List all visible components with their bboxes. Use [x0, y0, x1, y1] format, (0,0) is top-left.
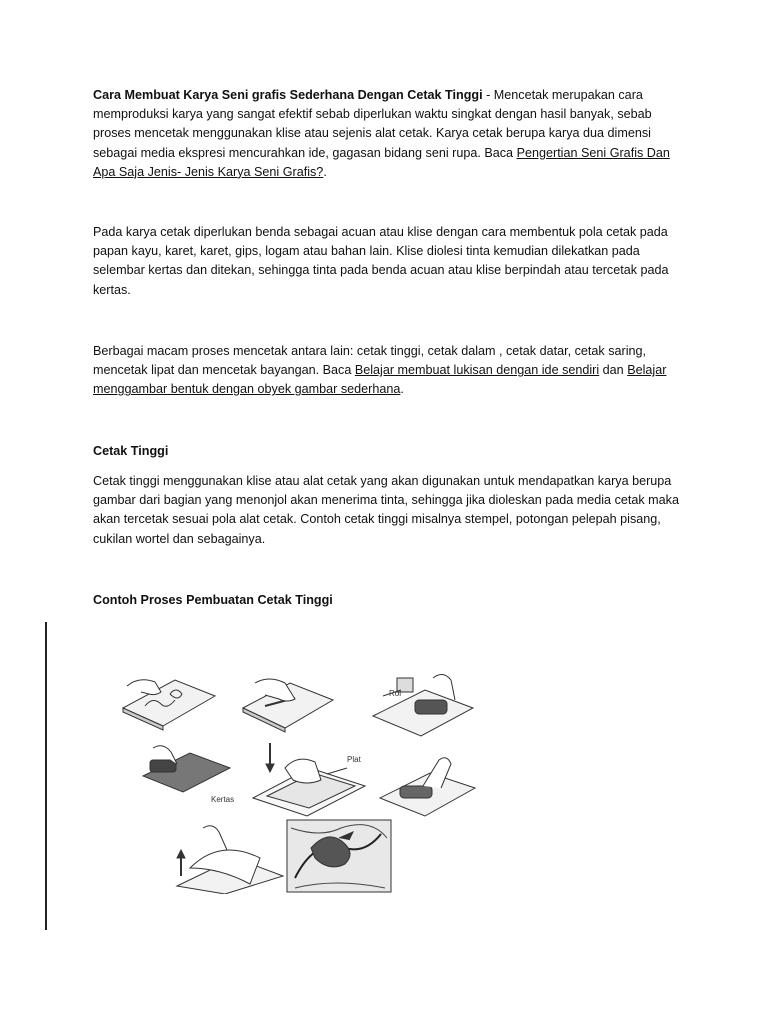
intro-text: - Mencetak merupakan cara memproduksi karya yang sangat efektif sebab diperlukan waktu singkat dengan hasil banyak, sebab proses mencetak menggunakan klise atau sejenis alat cetak. Karya cetak berupa karya dua dimensi sebagai media ekspresi mencurahkan ide, gagasan bidang seni rupa. Baca [93, 88, 652, 160]
link-belajar-lukisan[interactable]: Belajar membuat lukisan dengan ide sendiri [354, 363, 600, 378]
panel-pressing [253, 743, 365, 816]
label-rol: Rol [389, 689, 402, 698]
panel-cutting [243, 679, 333, 732]
intro-end: . [323, 164, 327, 179]
panel-inked-block [143, 746, 230, 792]
panel-final-print [287, 820, 391, 892]
panel-rolling [380, 758, 475, 816]
paragraph-cetak-tinggi-text: Cetak tinggi menggunakan klise atau alat cetak yang akan digunakan untuk mendapatkan karya berupa gambar dari bagian yang menonjol akan menerima tinta, sehingga jika dioleskan pada media cetak maka akan tercetak sesuai pola alat cetak. Contoh cetak tinggi misalnya stempel, potongan pelepah pisang, cukilan wortel dan sebagainya. [93, 474, 679, 546]
paragraph-klise-text: Pada karya cetak diperlukan benda sebagai acuan atau klise dengan cara membentuk pola cetak pada papan kayu, karet, karet, gips, logam atau bahan lain. Klise diolesi tinta kemudian dilekatkan pada selembar kertas dan ditekan, sehingga tinta pada benda acuan atau klise berpindah atau tercetak pada kertas. [93, 225, 669, 297]
panel-carving [123, 680, 215, 730]
paragraph-cetak-tinggi [93, 472, 683, 549]
process-illustration-svg [115, 668, 477, 894]
heading-cetak-tinggi: Cetak Tinggi [93, 444, 169, 458]
link-pengertian-seni-grafis[interactable]: Pengertian Seni Grafis Dan Apa Saja Jenis- Jenis Karya Seni Grafis? [93, 145, 670, 179]
paragraph-proses-text: Berbagai macam proses mencetak antara lain: cetak tinggi, cetak dalam , cetak datar, cetak saring, mencetak lipat dan mencetak bayangan. Baca [93, 344, 647, 378]
intro-title: Cara Membuat Karya Seni grafis Sederhana Dengan Cetak Tinggi [93, 88, 483, 102]
paragraph-proses-end: . [400, 382, 404, 397]
panel-inking [373, 674, 473, 736]
paragraph-proses-mid: dan [599, 363, 628, 378]
process-illustration [115, 668, 477, 894]
link-belajar-menggambar[interactable]: Belajar menggambar bentuk dengan obyek gambar sederhana [93, 363, 667, 397]
heading-contoh-proses: Contoh Proses Pembuatan Cetak Tinggi [93, 593, 333, 607]
label-kertas: Kertas [211, 795, 235, 804]
margin-line [45, 622, 47, 930]
paragraph-klise [93, 223, 683, 300]
panel-lifting [177, 826, 283, 894]
label-plat: Plat [347, 755, 361, 764]
paragraph-proses [93, 342, 683, 400]
intro-paragraph [93, 86, 683, 182]
